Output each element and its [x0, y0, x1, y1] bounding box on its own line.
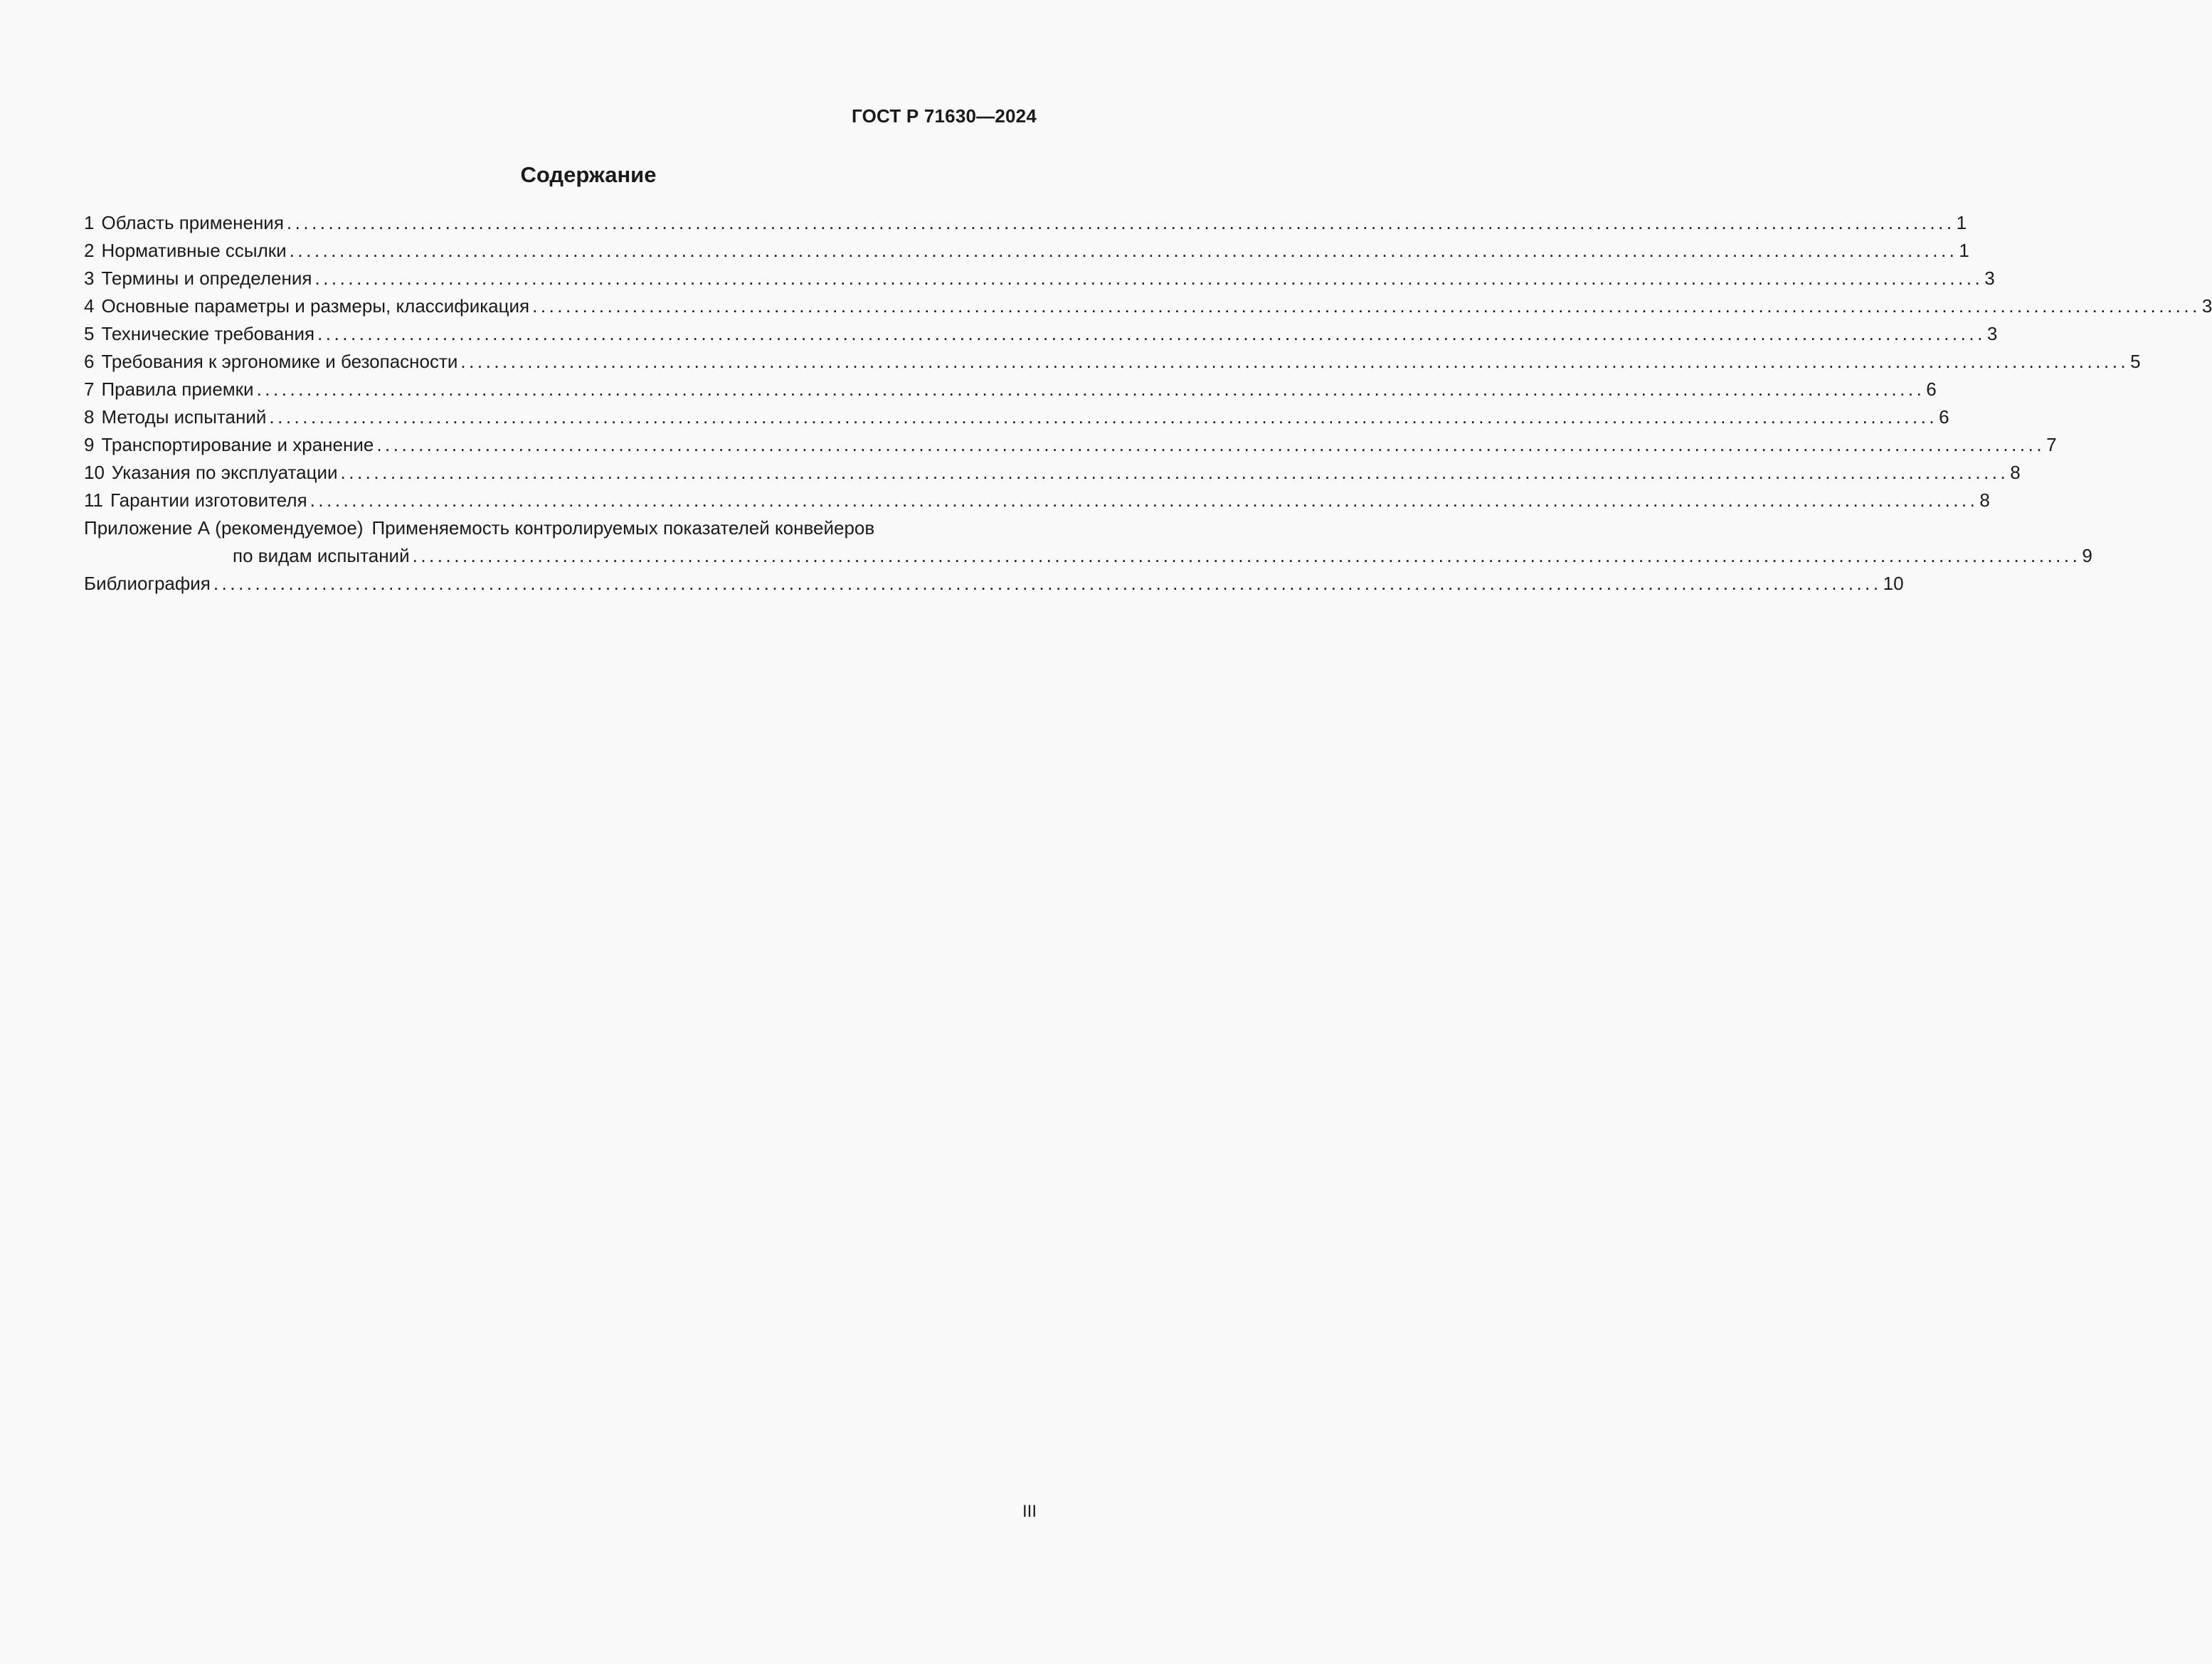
toc-title: Содержание [520, 162, 657, 187]
toc-item-number: 5 [84, 323, 95, 344]
toc-item-label: Гарантии изготовителя [110, 489, 307, 511]
appendix-title-continued: по видам испытаний [233, 545, 410, 566]
toc-item-label: Технические требования [101, 323, 315, 344]
toc-item-label: Правила приемки [101, 378, 254, 400]
toc-item-page: 3 [1984, 267, 1995, 289]
dot-leader: ........................................................................................................................................................................................................ [317, 323, 1986, 344]
toc-appendix-continuation[interactable] [84, 542, 2092, 570]
dot-leader: ........................................................................................................................................................................................................ [532, 295, 2201, 317]
toc-item-page: 1 [1956, 212, 1967, 233]
toc-item[interactable] [84, 459, 2021, 487]
dot-leader: ........................................................................................................................................................................................................ [412, 545, 2081, 566]
dot-leader: ........................................................................................................................................................................................................ [314, 267, 1984, 289]
document-code: ГОСТ Р 71630—2024 [852, 105, 1037, 127]
toc-item-number: 10 [84, 462, 105, 483]
toc-appendix[interactable] [84, 514, 1037, 542]
toc-item-label: Нормативные ссылки [101, 240, 287, 261]
toc-item[interactable] [84, 431, 2057, 459]
toc-item-page: 3 [2201, 295, 2212, 317]
toc-item-label: Область применения [101, 212, 284, 233]
dot-leader: ........................................................................................................................................................................................................ [289, 240, 1958, 261]
toc-item[interactable] [84, 320, 1998, 348]
dot-leader: ........................................................................................................................................................................................................ [340, 462, 2009, 483]
toc-item-number: 6 [84, 351, 95, 372]
toc-item-number: 8 [84, 406, 95, 428]
dot-leader: ........................................................................................................................................................................................................ [376, 434, 2046, 455]
page-number: III [1022, 1502, 1037, 1521]
appendix-prefix: Приложение А (рекомендуемое) [84, 517, 364, 539]
toc-item-label: Термины и определения [101, 267, 312, 289]
toc-item-page: 9 [2082, 545, 2092, 566]
toc-item-label: Библиография [84, 573, 211, 594]
toc-item[interactable] [84, 265, 1995, 292]
toc-item-number: 3 [84, 267, 95, 289]
toc-item-number: 11 [84, 489, 103, 511]
toc-item-page: 10 [1883, 573, 1904, 594]
toc-item-number: 4 [84, 295, 95, 317]
toc-item-page: 7 [2046, 434, 2057, 455]
toc-item-number: 1 [84, 212, 95, 233]
toc-item-label: Методы испытаний [101, 406, 267, 428]
toc-bibliography[interactable] [84, 570, 1904, 598]
toc-item-label: Основные параметры и размеры, классификация [101, 295, 530, 317]
dot-leader: ........................................................................................................................................................................................................ [256, 378, 1925, 400]
toc-item[interactable] [84, 376, 1937, 403]
toc-item[interactable] [84, 292, 2212, 320]
toc-item[interactable] [84, 237, 1969, 265]
toc-item-page: 6 [1939, 406, 1949, 428]
toc-item[interactable] [84, 403, 1949, 431]
toc-item-label: Транспортирование и хранение [101, 434, 374, 455]
dot-leader: ........................................................................................................................................................................................................ [213, 573, 1882, 594]
toc-item-number: 9 [84, 434, 95, 455]
toc-item-number: 2 [84, 240, 95, 261]
dot-leader: ........................................................................................................................................................................................................ [460, 351, 2129, 372]
toc-item[interactable] [84, 348, 2141, 376]
dot-leader: ........................................................................................................................................................................................................ [269, 406, 1938, 428]
appendix-title: Применяемость контролируемых показателей конвейеров [371, 517, 875, 539]
table-of-contents [84, 209, 2212, 598]
toc-item-page: 8 [2010, 462, 2021, 483]
dot-leader: ........................................................................................................................................................................................................ [309, 489, 1979, 511]
toc-item[interactable] [84, 209, 1967, 237]
toc-item-page: 3 [1986, 323, 1998, 344]
dot-leader: ........................................................................................................................................................................................................ [286, 212, 1955, 233]
toc-item-page: 6 [1926, 378, 1937, 400]
toc-item-page: 5 [2130, 351, 2141, 372]
toc-item[interactable] [84, 487, 1990, 514]
toc-item-label: Указания по эксплуатации [111, 462, 338, 483]
toc-item-label: Требования к эргономике и безопасности [101, 351, 458, 372]
toc-item-number: 7 [84, 378, 95, 400]
toc-item-page: 1 [1959, 240, 1969, 261]
toc-item-page: 8 [1979, 489, 1990, 511]
